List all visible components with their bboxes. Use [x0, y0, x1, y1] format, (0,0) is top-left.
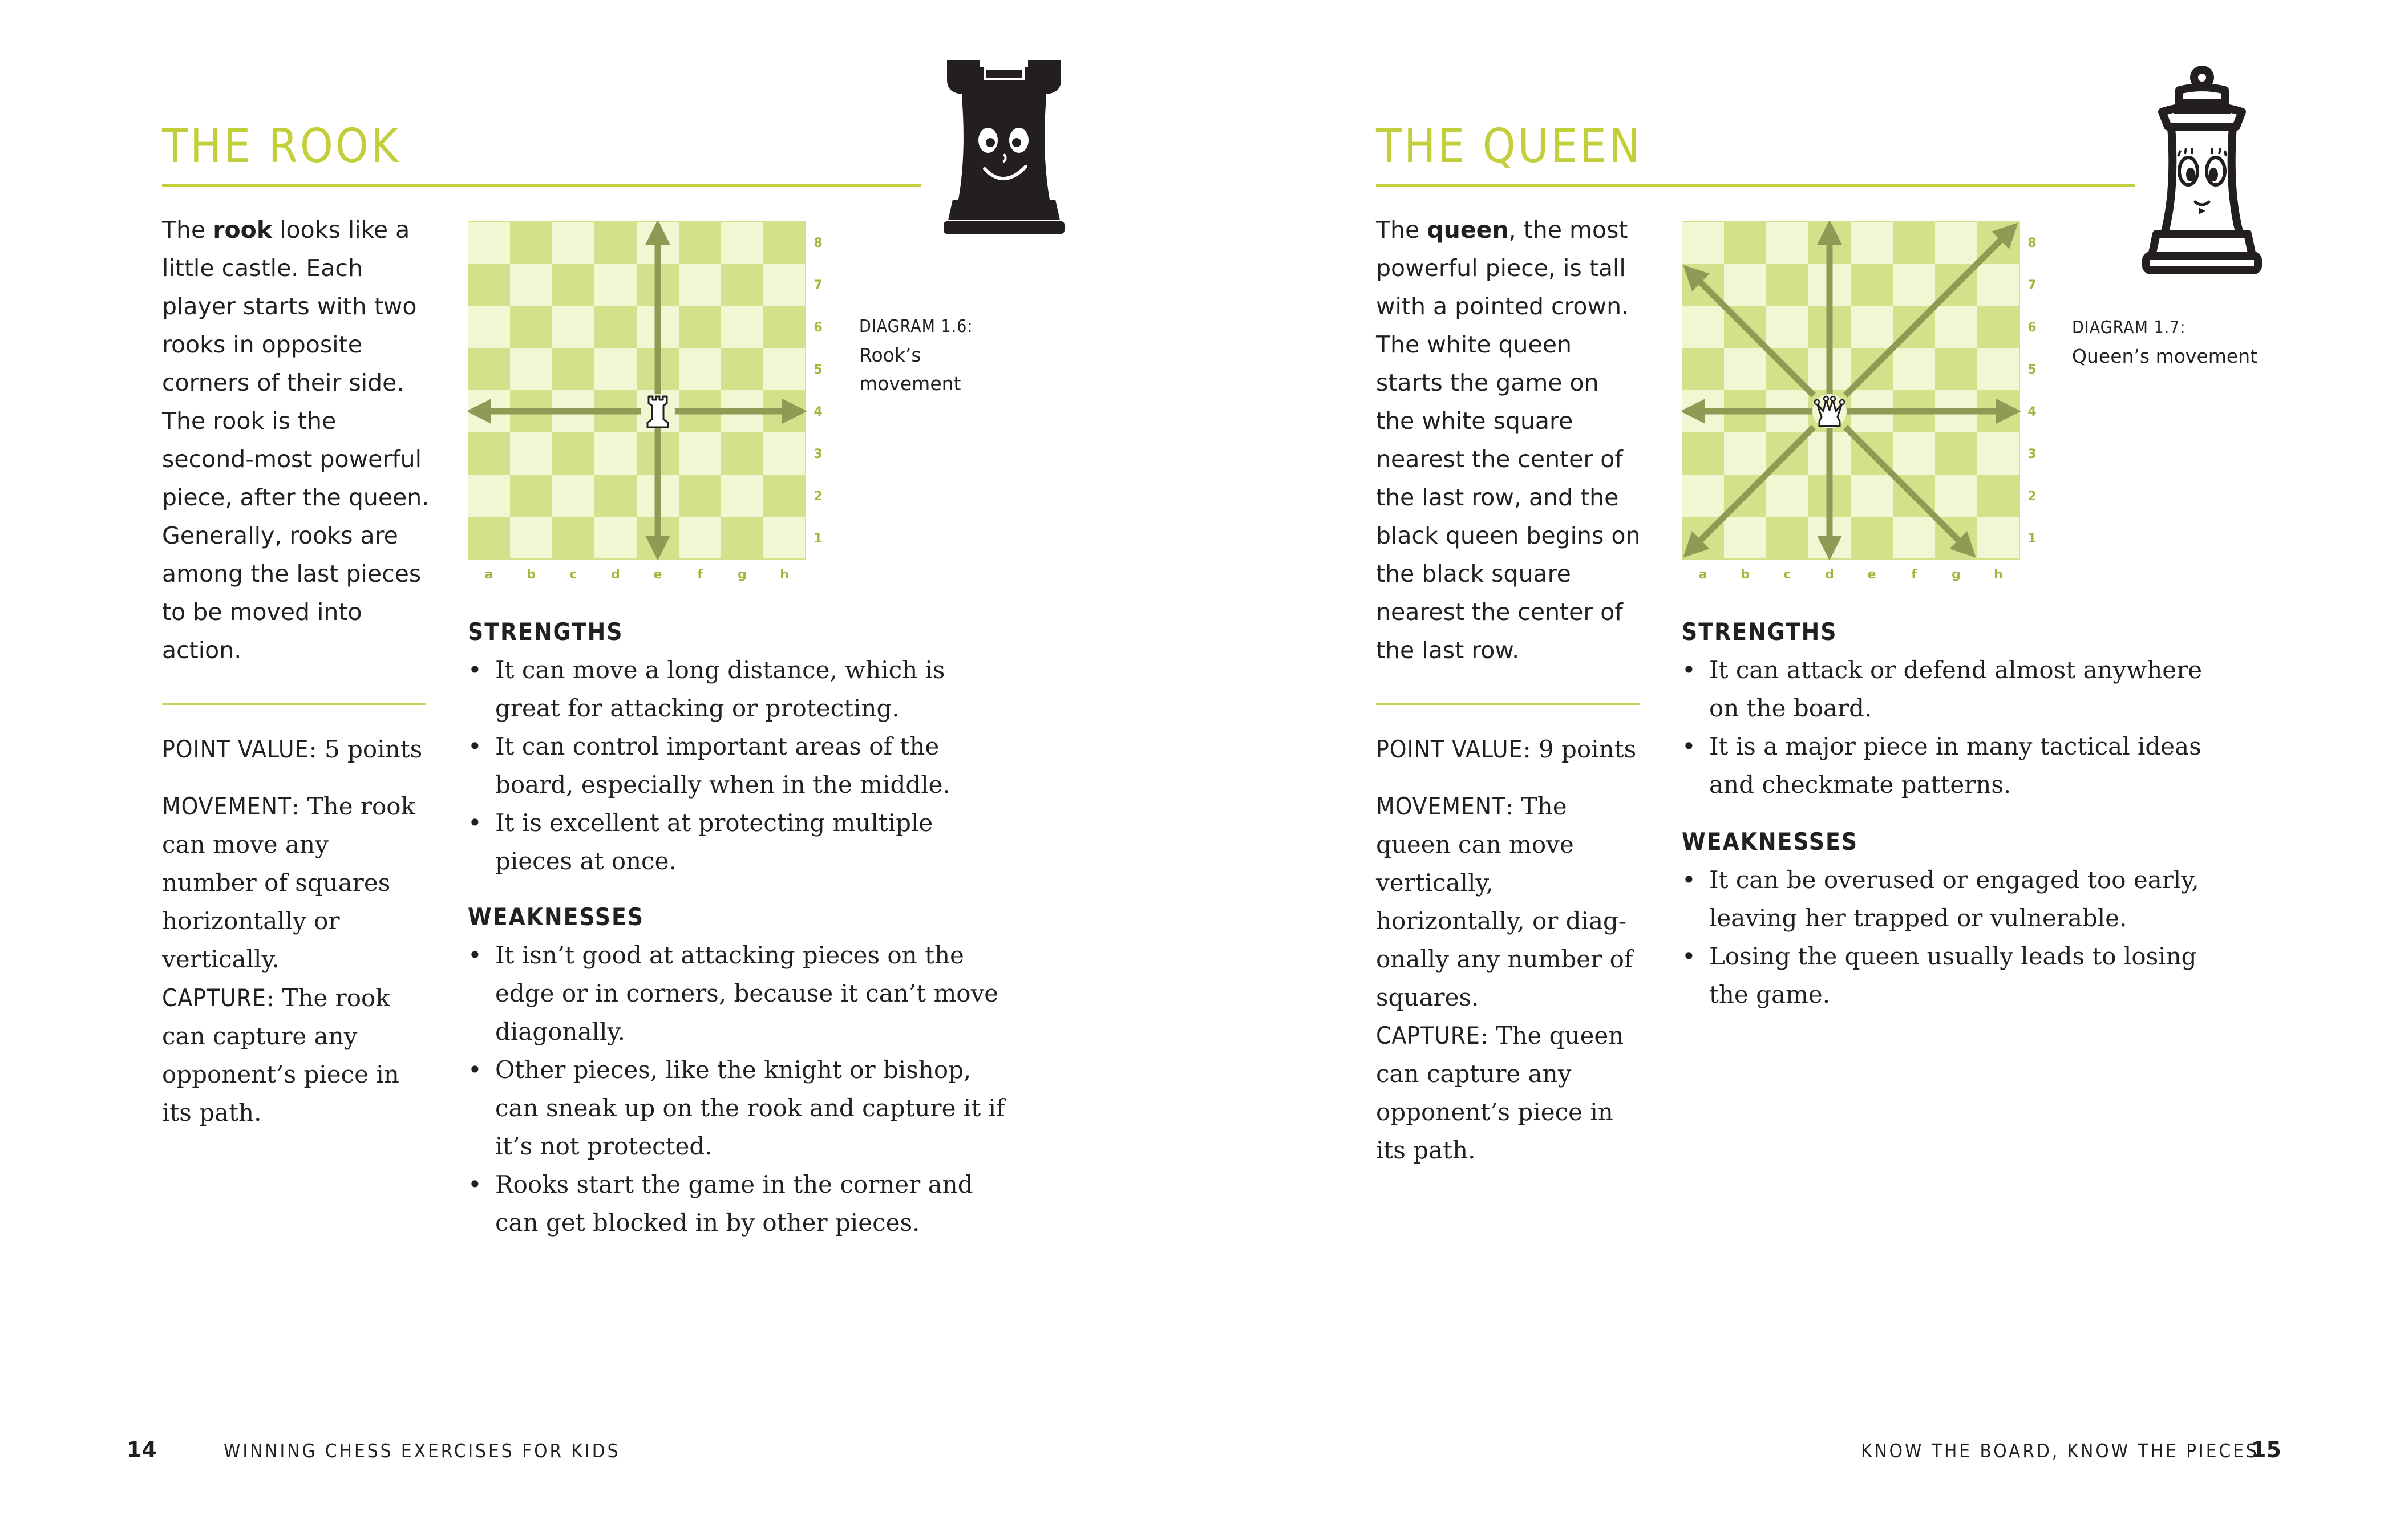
intro-before: The [162, 216, 213, 244]
intro-after: looks like a little castle. Each player starts with two rooks in opposite corners of their side. The rook is the second-most powerful piece, after the queen. Generally, rooks are among the last pieces to be moved into action. [162, 216, 430, 664]
list-item: • It can be overused or engaged too early, leaving her trapped or vulnerable. [1682, 861, 2224, 937]
board-square [1893, 264, 1935, 306]
board-square [468, 348, 510, 390]
rank-label: 3 [2027, 447, 2037, 461]
diagram-caption-label: DIAGRAM 1.6: [859, 317, 973, 337]
list-item: • It isn’t good at attacking pieces on the edge or in corners, because it can’t move diagonally. [468, 936, 1010, 1051]
rook-movement-diagram [468, 221, 844, 586]
board-square [510, 475, 552, 517]
intro-divider [162, 703, 426, 705]
strengths-section [1682, 613, 2224, 804]
board-square [594, 306, 637, 348]
weaknesses-section [1682, 822, 2224, 1014]
rank-label: 4 [813, 405, 823, 419]
board-square [1766, 221, 1808, 264]
diagram-caption-text: Rook’s movement [859, 344, 961, 395]
capture-label: CAPTURE [162, 984, 266, 1012]
list-item: • It is excellent at protecting multiple pieces at once. [468, 804, 1010, 880]
board-square [552, 221, 594, 264]
rank-label: 8 [813, 236, 823, 250]
board-square [594, 221, 637, 264]
board-square [1682, 475, 1724, 517]
board-square [763, 517, 806, 559]
board-square [1724, 432, 1766, 475]
board-square [552, 432, 594, 475]
board-square [1851, 517, 1893, 559]
strengths-section [468, 613, 1010, 880]
board-square [1724, 264, 1766, 306]
board-square [1851, 475, 1893, 517]
strengths-list [468, 651, 1010, 880]
list-item: • It can move a long distance, which is great for attacking or protecting. [468, 651, 1010, 727]
board-square [1935, 306, 1977, 348]
chessboard [468, 221, 806, 559]
board-square [1893, 432, 1935, 475]
board-square [763, 475, 806, 517]
file-label: a [1698, 568, 1707, 582]
board-square [1977, 348, 2019, 390]
board-square [1682, 348, 1724, 390]
intro-before: The [1376, 216, 1427, 244]
board-square [1935, 475, 1977, 517]
board-square [1977, 432, 2019, 475]
strengths-heading: STRENGTHS [468, 618, 624, 646]
board-square [510, 432, 552, 475]
rank-label: 2 [2027, 489, 2037, 504]
board-square [679, 221, 721, 264]
title-underline [162, 184, 921, 187]
board-square [1893, 517, 1935, 559]
file-label: d [1825, 568, 1834, 582]
board-square [468, 475, 510, 517]
queen-movement-diagram [1682, 221, 2058, 586]
board-square [1977, 517, 2019, 559]
board-square [1935, 348, 1977, 390]
running-title: WINNING CHESS EXERCISES FOR KIDS [224, 1440, 621, 1462]
board-square [1851, 264, 1893, 306]
file-label: b [527, 568, 536, 582]
board-square [1893, 348, 1935, 390]
board-square [721, 517, 763, 559]
board-square [1766, 264, 1808, 306]
running-title: KNOW THE BOARD, KNOW THE PIECES [1861, 1440, 2259, 1462]
capture-label: CAPTURE [1376, 1022, 1480, 1049]
page-title: THE ROOK [162, 119, 401, 173]
board-square [679, 432, 721, 475]
weaknesses-list [1682, 861, 2224, 1014]
intro-after: , the most powerful piece, is tall with a pointed crown. The white queen starts the game on the white square nearest the center of the last row, and the black queen begins on the black square nearest the center of the last row. [1376, 216, 1641, 664]
board-square [1682, 221, 1724, 264]
diagram-caption [859, 313, 1007, 398]
board-square [594, 475, 637, 517]
rank-label: 5 [813, 363, 823, 377]
movement-text [1376, 787, 1644, 1016]
board-square [1766, 517, 1808, 559]
board-square [594, 264, 637, 306]
weaknesses-heading: WEAKNESSES [1682, 828, 1859, 856]
intro-divider [1376, 703, 1640, 705]
board-square [1724, 348, 1766, 390]
board-square [510, 306, 552, 348]
board-square [1766, 306, 1808, 348]
right-page [1198, 0, 2396, 1540]
white-queen-mascot-icon [2139, 65, 2265, 276]
list-item: • It is a major piece in many tactical ideas and checkmate patterns. [1682, 727, 2224, 804]
title-underline [1376, 184, 2135, 187]
rank-label: 4 [2027, 405, 2037, 419]
board-square [510, 264, 552, 306]
board-square [679, 517, 721, 559]
capture-description: : The queen can capture any opponent’s piece in its path. [1376, 1022, 1624, 1164]
list-item: • It can control important areas of the board, especially when in the middle. [468, 727, 1010, 804]
capture-text [162, 979, 430, 1132]
rank-label: 3 [813, 447, 823, 461]
board-square [552, 264, 594, 306]
rank-label: 6 [813, 321, 823, 335]
rank-label: 6 [2027, 321, 2037, 335]
capture-description: : The rook can capture any opponent’s piece in its path. [162, 984, 399, 1126]
board-square [1977, 306, 2019, 348]
file-label: d [611, 568, 620, 582]
white-rook-icon [641, 394, 675, 428]
board-square [1935, 432, 1977, 475]
point-value-text: : 9 points [1523, 735, 1637, 763]
strengths-list [1682, 651, 2224, 804]
intro-paragraph [162, 211, 430, 670]
rank-label: 7 [813, 278, 823, 293]
white-queen-icon [1812, 394, 1847, 428]
diagram-caption-text: Queen’s movement [2072, 345, 2258, 367]
file-label: f [1911, 568, 1917, 582]
point-value [162, 730, 436, 768]
board-square [721, 306, 763, 348]
capture-text [1376, 1016, 1644, 1169]
board-square [721, 475, 763, 517]
list-item: • It can attack or defend almost anywhere on the board. [1682, 651, 2224, 727]
black-rook-mascot-icon [936, 57, 1072, 240]
board-square [1724, 517, 1766, 559]
board-square [679, 475, 721, 517]
list-item: • Losing the queen usually leads to losing the game. [1682, 937, 2224, 1014]
board-square [679, 348, 721, 390]
point-value-label: POINT VALUE [1376, 735, 1523, 763]
board-square [721, 432, 763, 475]
strengths-heading: STRENGTHS [1682, 618, 1838, 646]
movement-text [162, 787, 430, 978]
board-square [1766, 475, 1808, 517]
page-number: 14 [127, 1437, 157, 1462]
board-square [468, 432, 510, 475]
board-square [763, 264, 806, 306]
board-square [510, 517, 552, 559]
diagram-caption [2072, 313, 2266, 371]
board-square [552, 348, 594, 390]
board-square [552, 306, 594, 348]
point-value [1376, 730, 1650, 768]
intro-term: queen [1427, 216, 1509, 244]
file-label: e [1867, 568, 1876, 582]
board-square [763, 221, 806, 264]
board-square [679, 306, 721, 348]
page-number: 15 [2251, 1437, 2281, 1462]
diagram-caption-label: DIAGRAM 1.7: [2072, 318, 2186, 338]
movement-label: MOVEMENT [162, 792, 292, 820]
weaknesses-heading: WEAKNESSES [468, 903, 645, 931]
board-square [510, 348, 552, 390]
file-label: e [653, 568, 662, 582]
list-item: • Other pieces, like the knight or bishop, can sneak up on the rook and capture it if it’s not protected. [468, 1051, 1010, 1165]
point-value-label: POINT VALUE [162, 735, 309, 763]
weaknesses-list [468, 936, 1010, 1242]
board-square [721, 264, 763, 306]
file-label: g [738, 568, 747, 582]
board-square [1682, 432, 1724, 475]
rank-label: 8 [2027, 236, 2037, 250]
file-label: c [569, 568, 577, 582]
board-square [552, 517, 594, 559]
movement-description: : The queen can move vertically, horizontally, or diagonally any number of squares. [1376, 792, 1633, 1011]
page-title: THE QUEEN [1376, 119, 1643, 173]
file-label: c [1783, 568, 1791, 582]
board-square [763, 432, 806, 475]
board-square [552, 475, 594, 517]
rank-label: 2 [813, 489, 823, 504]
file-label: a [484, 568, 493, 582]
board-square [1935, 221, 1977, 264]
board-square [1977, 264, 2019, 306]
board-square [1977, 475, 2019, 517]
board-square [1724, 221, 1766, 264]
board-square [721, 348, 763, 390]
board-square [1893, 221, 1935, 264]
file-label: f [697, 568, 703, 582]
rank-label: 1 [813, 532, 823, 546]
rank-label: 1 [2027, 532, 2037, 546]
board-square [763, 348, 806, 390]
board-square [721, 221, 763, 264]
board-square [468, 264, 510, 306]
board-square [510, 221, 552, 264]
board-square [594, 348, 637, 390]
board-square [468, 517, 510, 559]
rank-label: 7 [2027, 278, 2037, 293]
board-square [679, 264, 721, 306]
intro-paragraph [1376, 211, 1644, 670]
board-square [763, 306, 806, 348]
weaknesses-section [468, 898, 1010, 1242]
board-square [468, 221, 510, 264]
file-label: h [1994, 568, 2003, 582]
file-label: h [780, 568, 789, 582]
file-label: g [1952, 568, 1961, 582]
movement-label: MOVEMENT [1376, 792, 1506, 820]
board-square [1851, 306, 1893, 348]
board-square [594, 517, 637, 559]
board-square [468, 306, 510, 348]
intro-term: rook [213, 216, 273, 244]
point-value-text: : 5 points [309, 735, 423, 763]
board-square [594, 432, 637, 475]
board-square [1851, 221, 1893, 264]
file-label: b [1741, 568, 1750, 582]
board-square [1682, 306, 1724, 348]
list-item: • Rooks start the game in the corner and can get blocked in by other pieces. [468, 1165, 1010, 1242]
rank-label: 5 [2027, 363, 2037, 377]
movement-description: : The rook can move any number of squares horizontally or vertically. [162, 792, 416, 973]
